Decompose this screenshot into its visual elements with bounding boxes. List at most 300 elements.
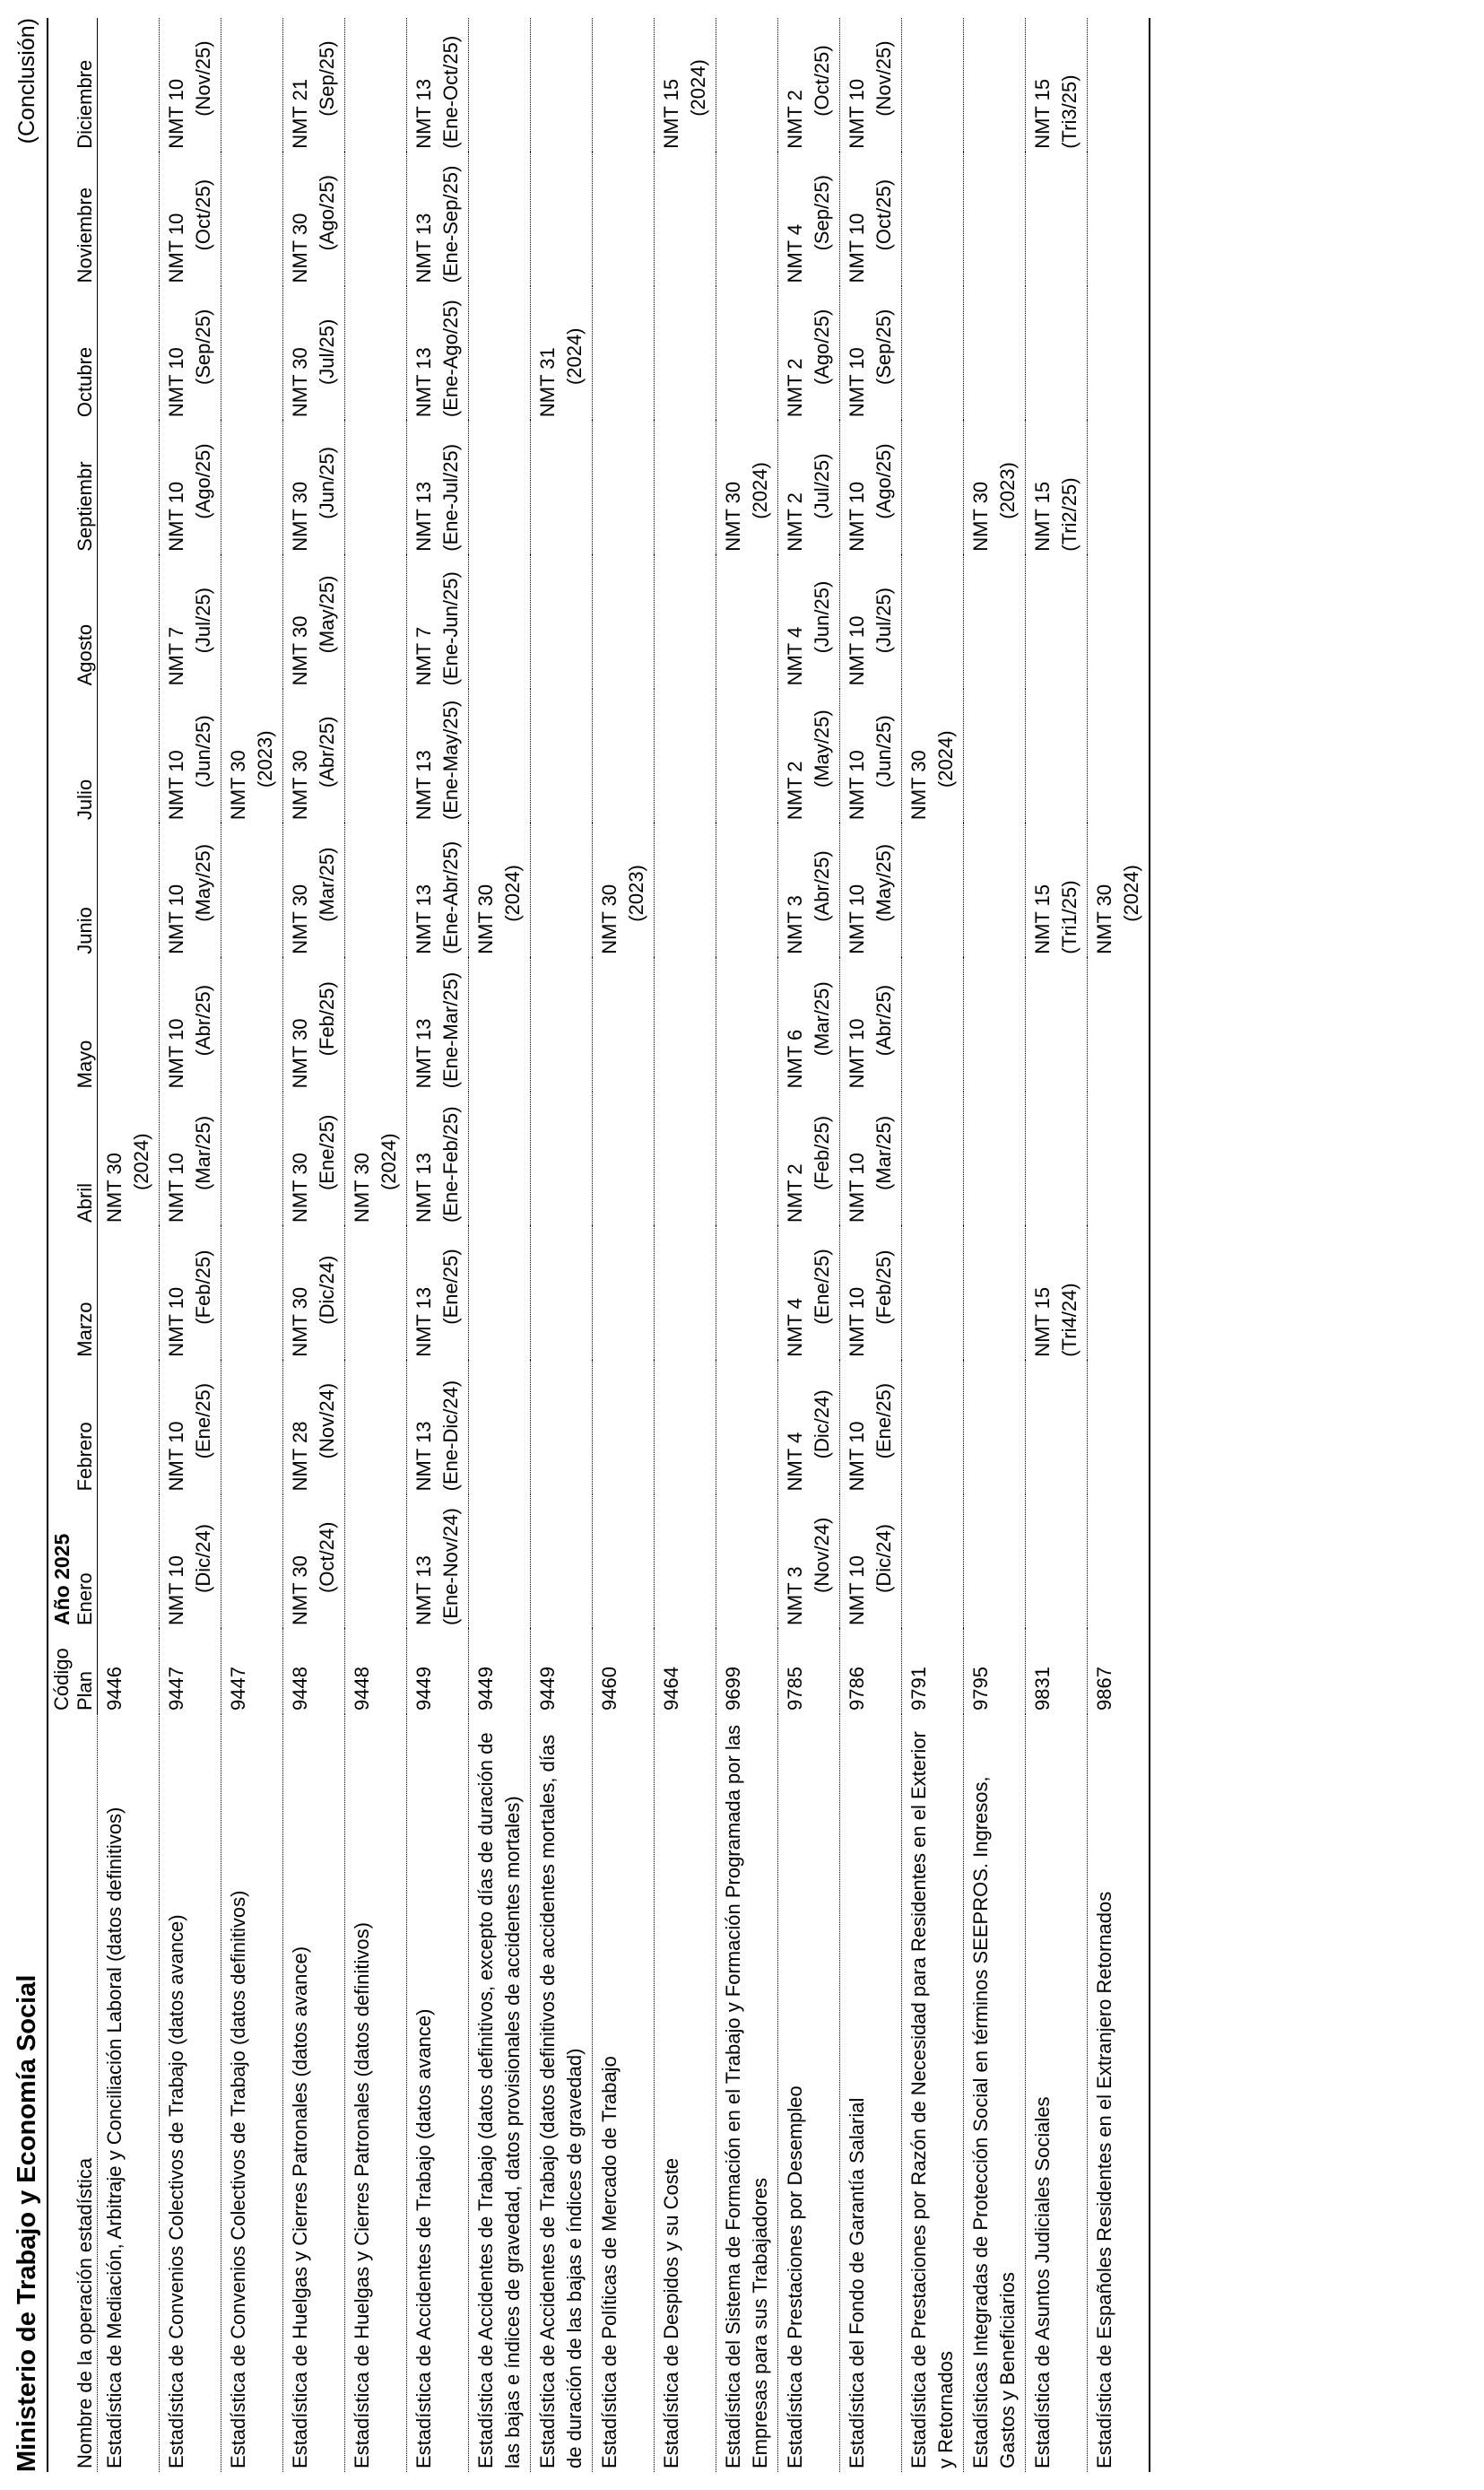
schedule-cell: [283, 421, 345, 555]
schedule-cell: [716, 1226, 778, 1361]
statistics-table: [50, 18, 1150, 2472]
nmt-days: NMT 13: [412, 213, 435, 283]
reference-period: (Ene-Oct/25): [439, 35, 462, 149]
nmt-days: NMT 10: [846, 884, 868, 954]
reference-period: (May/25): [872, 843, 895, 922]
nmt-days: NMT 10: [846, 1555, 868, 1625]
schedule-cell: [407, 152, 469, 287]
nmt-days: NMT 4: [784, 223, 806, 283]
schedule-cell: [964, 18, 1026, 152]
schedule-cell: [1088, 286, 1150, 421]
schedule-cell: [283, 823, 345, 958]
schedule-cell: [345, 1226, 407, 1361]
schedule-cell: [902, 18, 964, 152]
schedule-cell: [221, 1494, 283, 1629]
reference-period: (Jul/25): [192, 588, 214, 654]
nmt-days: NMT 10: [165, 481, 187, 552]
reference-period: (Oct/24): [316, 1521, 338, 1593]
reference-period: (Ago/25): [811, 309, 833, 386]
reference-period: (Oct/25): [192, 178, 214, 251]
reference-period: (Ene-Dic/24): [439, 1380, 462, 1492]
schedule-cell: [531, 1494, 593, 1629]
schedule-cell: [902, 958, 964, 1093]
schedule-cell: [221, 689, 283, 823]
table-row: [221, 18, 283, 2472]
plan-code: 9447: [165, 1667, 187, 1711]
schedule-cell: [593, 286, 655, 421]
schedule-cell: [964, 286, 1026, 421]
schedule-cell: [98, 1361, 160, 1495]
reference-period: (Tri2/25): [1058, 477, 1080, 552]
nmt-days: NMT 10: [165, 78, 187, 149]
nmt-days: NMT 30: [289, 213, 311, 283]
schedule-cell: [716, 689, 778, 823]
operation-name: Estadística de Mediación, Arbitraje y Conciliación Laboral (datos definitivos): [103, 1807, 126, 2468]
nmt-days: NMT 30: [969, 481, 992, 552]
schedule-cell: [1026, 958, 1088, 1093]
reference-period: (May/25): [811, 710, 833, 788]
ministry-title: Ministerio de Trabajo y Economía Social: [13, 1974, 41, 2472]
nmt-days: NMT 30: [103, 1153, 126, 1223]
reference-period: (Mar/25): [872, 1115, 895, 1191]
schedule-cell: [655, 823, 716, 958]
schedule-cell: [531, 1361, 593, 1495]
schedule-cell: [964, 1226, 1026, 1361]
nmt-days: NMT 15: [1031, 78, 1054, 149]
nmt-days: NMT 10: [165, 884, 187, 954]
schedule-cell: [593, 689, 655, 823]
table-row: [778, 18, 840, 2472]
schedule-cell: [716, 18, 778, 152]
column-header-name: Nombre de la operación estadística: [74, 2157, 96, 2468]
reference-period: (Abr/25): [872, 984, 895, 1057]
table-row: [593, 18, 655, 2472]
nmt-days: NMT 4: [784, 626, 806, 686]
schedule-cell: [778, 18, 840, 152]
reference-period: (Nov/24): [316, 1382, 338, 1459]
nmt-days: NMT 10: [846, 1286, 868, 1357]
schedule-cell: [655, 1092, 716, 1226]
nmt-days: NMT 2: [784, 90, 806, 149]
schedule-cell: [778, 1092, 840, 1226]
nmt-days: NMT 13: [412, 1286, 435, 1357]
operation-name: Estadística de Prestaciones por Desempleo: [784, 2085, 806, 2468]
schedule-cell: [531, 152, 593, 287]
reference-period: (Ene-Mar/25): [439, 971, 462, 1089]
reference-period: (Jun/25): [872, 715, 895, 788]
nmt-days: NMT 10: [846, 615, 868, 686]
nmt-days: NMT 15: [1031, 1286, 1054, 1357]
schedule-cell: [407, 823, 469, 958]
schedule-cell: [98, 1494, 160, 1629]
schedule-cell: [1026, 18, 1088, 152]
schedule-cell: [778, 555, 840, 690]
schedule-cell: [98, 18, 160, 152]
schedule-cell: [593, 1092, 655, 1226]
month-header-4: Abril: [74, 1092, 98, 1226]
schedule-cell: [1026, 1361, 1088, 1495]
schedule-cell: [345, 1494, 407, 1629]
schedule-cell: [655, 1494, 716, 1629]
reference-period: (2024): [749, 462, 771, 519]
schedule-cell: [1088, 421, 1150, 555]
schedule-cell: [1088, 1226, 1150, 1361]
schedule-cell: [531, 823, 593, 958]
schedule-cell: [655, 689, 716, 823]
schedule-cell: [1088, 18, 1150, 152]
nmt-days: NMT 7: [165, 626, 187, 686]
schedule-cell: [407, 1494, 469, 1629]
table-row: [1026, 18, 1088, 2472]
plan-code: 9460: [598, 1667, 621, 1711]
reference-period: (Feb/25): [872, 1249, 895, 1325]
operation-name: Estadística de Huelgas y Cierres Patronales (datos definitivos): [351, 1922, 373, 2468]
nmt-days: NMT 30: [289, 481, 311, 552]
reference-period: (Mar/25): [316, 847, 338, 922]
reference-period: (Nov/25): [872, 40, 895, 117]
operation-name: Estadística de Políticas de Mercado de Trabajo: [598, 2056, 621, 2468]
schedule-cell: [964, 1494, 1026, 1629]
reference-period: (Jun/25): [811, 580, 833, 654]
schedule-cell: [964, 152, 1026, 287]
plan-code: 9785: [784, 1667, 806, 1711]
operation-name: Estadística de Accidentes de Trabajo (datos definitivos de accidentes mortales, días de duración de las bajas e índices de gravedad): [536, 1734, 586, 2468]
nmt-days: NMT 10: [846, 1421, 868, 1492]
plan-code: 9448: [351, 1667, 373, 1711]
reference-period: (Mar/25): [811, 981, 833, 1057]
nmt-days: NMT 13: [412, 750, 435, 821]
schedule-cell: [593, 823, 655, 958]
operation-name: Estadística de Asuntos Judiciales Sociales: [1031, 2096, 1054, 2468]
month-header-8: Agosto: [74, 555, 98, 690]
schedule-cell: [160, 958, 221, 1093]
month-header-2: Febrero: [74, 1361, 98, 1495]
schedule-cell: [964, 1092, 1026, 1226]
schedule-cell: [655, 958, 716, 1093]
nmt-days: NMT 10: [846, 1153, 868, 1223]
table-row: [716, 18, 778, 2472]
reference-period: (Ene-Jul/25): [439, 443, 462, 552]
schedule-cell: [1026, 286, 1088, 421]
schedule-cell: [283, 1226, 345, 1361]
schedule-cell: [160, 1092, 221, 1226]
schedule-cell: [964, 421, 1026, 555]
month-header-11: Noviembre: [74, 152, 98, 287]
schedule-cell: [160, 555, 221, 690]
schedule-cell: [221, 555, 283, 690]
nmt-days: NMT 13: [412, 347, 435, 418]
schedule-cell: [1088, 1494, 1150, 1629]
reference-period: (May/25): [192, 843, 214, 922]
schedule-cell: [283, 1361, 345, 1495]
operation-name: Estadística del Sistema de Formación en el Trabajo y Formación Programada por las Empresas para sus Trabajadores: [722, 1724, 771, 2468]
schedule-cell: [345, 18, 407, 152]
conclusion-label: (Conclusión): [14, 18, 39, 144]
schedule-cell: [840, 152, 902, 287]
schedule-cell: [407, 286, 469, 421]
table-row: [407, 18, 469, 2472]
reference-period: (Ene-May/25): [439, 700, 462, 821]
schedule-cell: [778, 958, 840, 1093]
schedule-cell: [98, 152, 160, 287]
schedule-cell: [345, 152, 407, 287]
reference-period: (Dic/24): [811, 1389, 833, 1459]
schedule-cell: [160, 1494, 221, 1629]
month-header-5: Mayo: [74, 958, 98, 1093]
schedule-cell: [283, 1494, 345, 1629]
nmt-days: NMT 15: [1031, 481, 1054, 552]
schedule-cell: [655, 421, 716, 555]
plan-code: 9464: [660, 1667, 682, 1711]
schedule-cell: [964, 958, 1026, 1093]
plan-code: 9446: [103, 1667, 126, 1711]
nmt-days: NMT 13: [412, 1018, 435, 1089]
nmt-days: NMT 13: [412, 1421, 435, 1492]
reference-period: (Jun/25): [192, 715, 214, 788]
reference-period: (Nov/25): [192, 40, 214, 117]
reference-period: (May/25): [316, 575, 338, 654]
nmt-days: NMT 30: [289, 1286, 311, 1357]
column-header-code-bottom: Plan: [74, 1629, 98, 1714]
nmt-days: NMT 30: [598, 884, 621, 954]
schedule-cell: [469, 1226, 531, 1361]
nmt-days: NMT 30: [474, 884, 497, 954]
schedule-cell: [593, 18, 655, 152]
reference-period: (2024): [378, 1133, 400, 1191]
operation-name: Estadística de Despidos y su Coste: [660, 2157, 682, 2468]
schedule-cell: [221, 286, 283, 421]
schedule-cell: [407, 555, 469, 690]
schedule-cell: [1026, 823, 1088, 958]
schedule-cell: [716, 1092, 778, 1226]
reference-period: (2024): [563, 327, 586, 386]
schedule-cell: [902, 689, 964, 823]
nmt-days: NMT 4: [784, 1432, 806, 1492]
schedule-cell: [964, 823, 1026, 958]
schedule-cell: [1026, 1092, 1088, 1226]
schedule-cell: [469, 286, 531, 421]
schedule-cell: [716, 1494, 778, 1629]
schedule-cell: [407, 689, 469, 823]
schedule-cell: [840, 1494, 902, 1629]
reference-period: (Jul/25): [872, 588, 895, 654]
nmt-days: NMT 13: [412, 78, 435, 149]
schedule-cell: [840, 958, 902, 1093]
schedule-cell: [531, 555, 593, 690]
schedule-cell: [840, 18, 902, 152]
schedule-cell: [469, 421, 531, 555]
schedule-cell: [1026, 421, 1088, 555]
nmt-days: NMT 30: [289, 1555, 311, 1625]
table-row: [902, 18, 964, 2472]
plan-code: 9867: [1093, 1667, 1115, 1711]
reference-period: (Feb/25): [192, 1249, 214, 1325]
schedule-cell: [531, 689, 593, 823]
nmt-days: NMT 3: [784, 1566, 806, 1625]
reference-period: (Ene/25): [192, 1382, 214, 1459]
month-header-1: Enero: [74, 1494, 98, 1629]
schedule-cell: [160, 152, 221, 287]
reference-period: (Sep/25): [316, 40, 338, 117]
nmt-days: NMT 30: [289, 615, 311, 686]
nmt-days: NMT 10: [846, 750, 868, 821]
nmt-days: NMT 10: [846, 481, 868, 552]
nmt-days: NMT 30: [289, 347, 311, 418]
schedule-cell: [345, 421, 407, 555]
nmt-days: NMT 30: [1093, 884, 1115, 954]
reference-period: (Mar/25): [192, 1115, 214, 1191]
nmt-days: NMT 30: [289, 1018, 311, 1089]
schedule-cell: [221, 18, 283, 152]
plan-code: 9448: [289, 1667, 311, 1711]
reference-period: (Jul/25): [811, 453, 833, 519]
nmt-days: NMT 10: [846, 347, 868, 418]
operation-name: Estadística de Convenios Colectivos de Trabajo (datos avance): [165, 1914, 187, 2468]
schedule-cell: [902, 1226, 964, 1361]
schedule-cell: [160, 823, 221, 958]
schedule-cell: [778, 421, 840, 555]
page-header: [13, 18, 48, 2472]
plan-code: 9449: [474, 1667, 497, 1711]
nmt-days: NMT 30: [289, 1153, 311, 1223]
plan-code: 9449: [412, 1667, 435, 1711]
nmt-days: NMT 2: [784, 492, 806, 552]
schedule-cell: [345, 1092, 407, 1226]
schedule-cell: [655, 1361, 716, 1495]
schedule-cell: [902, 1494, 964, 1629]
schedule-cell: [840, 555, 902, 690]
schedule-cell: [593, 421, 655, 555]
reference-period: (Ene-Sep/25): [439, 165, 462, 283]
nmt-days: NMT 10: [846, 213, 868, 283]
schedule-cell: [407, 1226, 469, 1361]
schedule-cell: [407, 958, 469, 1093]
schedule-cell: [221, 152, 283, 287]
month-header-6: Junio: [74, 823, 98, 958]
schedule-cell: [407, 1361, 469, 1495]
schedule-cell: [716, 823, 778, 958]
table-row: [469, 18, 531, 2472]
nmt-days: NMT 3: [784, 895, 806, 954]
reference-period: (Ene-Nov/24): [439, 1508, 462, 1625]
schedule-cell: [283, 286, 345, 421]
reference-period: (Ene-Feb/25): [439, 1106, 462, 1223]
schedule-cell: [840, 421, 902, 555]
schedule-cell: [469, 689, 531, 823]
schedule-cell: [840, 689, 902, 823]
schedule-cell: [98, 823, 160, 958]
schedule-cell: [1026, 555, 1088, 690]
plan-code: 9699: [722, 1667, 744, 1711]
schedule-cell: [1088, 1092, 1150, 1226]
schedule-cell: [778, 823, 840, 958]
schedule-cell: [160, 421, 221, 555]
nmt-days: NMT 10: [165, 750, 187, 821]
nmt-days: NMT 10: [165, 213, 187, 283]
nmt-days: NMT 2: [784, 1163, 806, 1223]
schedule-cell: [469, 1092, 531, 1226]
reference-period: (Ago/25): [872, 443, 895, 519]
month-header-7: Julio: [74, 689, 98, 823]
schedule-cell: [98, 1226, 160, 1361]
schedule-cell: [98, 421, 160, 555]
reference-period: (Sep/25): [192, 309, 214, 386]
operation-name: Estadísticas Integradas de Protección Social en términos SEEPROS. Ingresos, Gastos y Beneficiarios: [969, 1776, 1019, 2468]
schedule-cell: [593, 958, 655, 1093]
table-row: [1088, 18, 1150, 2472]
schedule-cell: [902, 1092, 964, 1226]
schedule-cell: [1088, 958, 1150, 1093]
plan-code: 9791: [907, 1667, 930, 1711]
reference-period: (2024): [934, 730, 957, 788]
schedule-cell: [716, 555, 778, 690]
plan-code: 9786: [846, 1667, 868, 1711]
schedule-cell: [531, 958, 593, 1093]
reference-period: (Ene-Jun/25): [439, 571, 462, 686]
schedule-cell: [1088, 152, 1150, 287]
nmt-days: NMT 13: [412, 1153, 435, 1223]
operation-name: Estadística de Prestaciones por Razón de Necesidad para Residentes en el Exterior y Retornados: [907, 1731, 957, 2468]
schedule-cell: [964, 1361, 1026, 1495]
nmt-days: NMT 13: [412, 884, 435, 954]
schedule-cell: [221, 1226, 283, 1361]
nmt-days: NMT 6: [784, 1029, 806, 1089]
reference-period: (Ene/25): [439, 1249, 462, 1325]
schedule-cell: [345, 958, 407, 1093]
nmt-days: NMT 15: [1031, 884, 1054, 954]
schedule-cell: [1026, 1226, 1088, 1361]
reference-period: (2023): [254, 730, 276, 788]
operation-name: Estadística de Accidentes de Trabajo (datos definitivos, excepto días de duración de las bajas e índices de gravedad, datos provisionales de accidentes mortales): [474, 1732, 524, 2468]
schedule-cell: [531, 1092, 593, 1226]
reference-period: (Ene/25): [316, 1114, 338, 1191]
reference-period: (2023): [625, 865, 647, 922]
schedule-cell: [345, 689, 407, 823]
reference-period: (Sep/25): [811, 175, 833, 251]
plan-code: 9449: [536, 1667, 559, 1711]
schedule-cell: [964, 555, 1026, 690]
table-row: [531, 18, 593, 2472]
schedule-cell: [902, 823, 964, 958]
schedule-cell: [778, 1494, 840, 1629]
column-header-code-top: Código: [50, 1648, 73, 1711]
schedule-cell: [655, 286, 716, 421]
schedule-cell: [1026, 152, 1088, 287]
nmt-days: NMT 30: [227, 750, 249, 821]
schedule-cell: [778, 1226, 840, 1361]
schedule-cell: [283, 555, 345, 690]
nmt-days: NMT 15: [660, 78, 682, 149]
schedule-cell: [160, 689, 221, 823]
reference-period: (Jun/25): [316, 447, 338, 519]
schedule-cell: [160, 286, 221, 421]
nmt-days: NMT 28: [289, 1421, 311, 1492]
reference-period: (Ene/25): [811, 1249, 833, 1325]
month-header-12: Diciembre: [74, 18, 98, 152]
schedule-cell: [902, 152, 964, 287]
table-row: [160, 18, 221, 2472]
reference-period: (Oct/25): [811, 45, 833, 117]
schedule-cell: [840, 1092, 902, 1226]
reference-period: (Abr/25): [811, 850, 833, 922]
operation-name: Estadística de Accidentes de Trabajo (datos avance): [412, 2008, 435, 2468]
nmt-days: NMT 2: [784, 761, 806, 821]
reference-period: (2024): [687, 59, 709, 117]
reference-period: (Dic/24): [872, 1523, 895, 1593]
nmt-days: NMT 10: [165, 347, 187, 418]
month-header-3: Marzo: [74, 1226, 98, 1361]
schedule-cell: [1088, 689, 1150, 823]
